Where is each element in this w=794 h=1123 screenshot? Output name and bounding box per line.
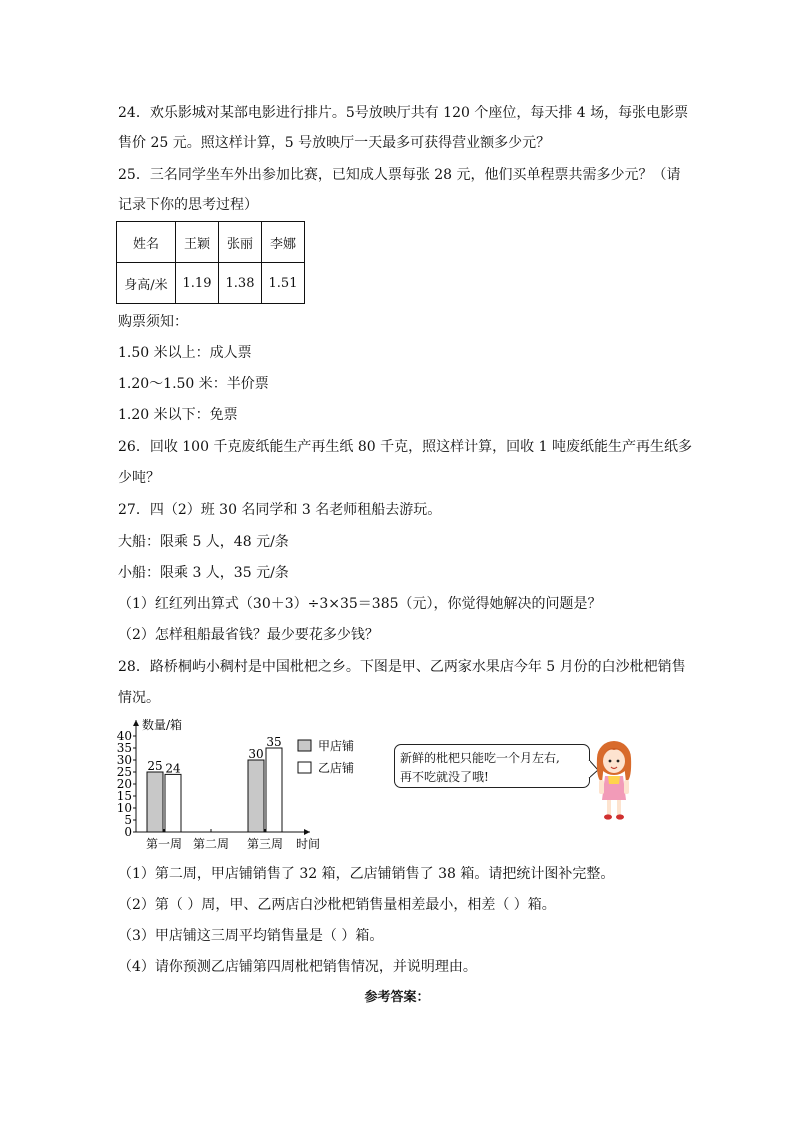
table-cell: 王颖 — [176, 222, 219, 263]
q28-line1: 28．路桥桐屿小稠村是中国枇杷之乡。下图是甲、乙两家水果店今年 5 月份的白沙枇杷销售 — [118, 659, 686, 675]
table-cell: 1.38 — [219, 263, 262, 304]
q24-line1: 24．欢乐影城对某部电影进行排片。5号放映厅共有 120 个座位，每天排 4 场，每张电影票 — [118, 105, 689, 121]
y-tick-label: 20 — [116, 777, 132, 791]
bar-value-label: 30 — [248, 747, 264, 761]
table-cell: 张丽 — [219, 222, 262, 263]
q26-line2: 少吨？ — [118, 470, 160, 486]
table-cell: 1.19 — [176, 263, 219, 304]
bar-value-label: 35 — [266, 735, 282, 749]
y-tick-label: 10 — [116, 801, 132, 815]
q28-sub1: （1）第二周，甲店铺销售了 32 箱，乙店铺销售了 38 箱。请把统计图补完整。 — [118, 866, 615, 882]
speech-line: 新鲜的枇杷只能吃一个月左右, — [400, 751, 560, 765]
q27-line1: 27．四（2）班 30 名同学和 3 名老师租船去游玩。 — [118, 502, 442, 518]
q28-sub3: （3）甲店铺这三周平均销售量是（ ）箱。 — [118, 928, 384, 944]
y-tick-label: 25 — [116, 765, 132, 779]
bar — [147, 772, 163, 832]
y-axis-arrow — [133, 720, 139, 726]
bar — [165, 774, 181, 832]
bar — [248, 760, 264, 832]
ticket-notice-title: 购票须知： — [118, 314, 188, 330]
table-cell: 1.51 — [262, 263, 305, 304]
q25-line2: 记录下你的思考过程） — [118, 197, 258, 213]
x-tick-label: 第二周 — [192, 837, 230, 851]
big-boat-info: 大船：限乘 5 人，48 元/条 — [118, 534, 289, 550]
ticket-rule: 1.50 米以上：成人票 — [118, 345, 252, 361]
y-tick-label: 35 — [116, 741, 132, 755]
y-tick-label: 5 — [124, 813, 132, 827]
table-cell: 姓名 — [117, 222, 176, 263]
x-tick-label: 第一周 — [145, 837, 183, 851]
table-cell: 李娜 — [262, 222, 305, 263]
table-cell: 身高/米 — [117, 263, 176, 304]
y-tick-label: 40 — [116, 729, 132, 743]
legend-label: 乙店铺 — [318, 761, 355, 775]
y-axis-label: 数量/箱 — [142, 718, 183, 732]
ticket-rule: 1.20～1.50 米：半价票 — [118, 376, 269, 392]
bar-value-label: 25 — [147, 759, 163, 773]
x-tick-label: 第三周 — [246, 837, 284, 851]
q25-line1: 25．三名同学坐车外出参加比赛，已知成人票每张 28 元，他们买单程票共需多少元？（请 — [118, 167, 681, 183]
ticket-rule: 1.20 米以下：免票 — [118, 407, 238, 423]
answer-heading: 参考答案： — [364, 990, 430, 1005]
legend-swatch — [298, 762, 311, 773]
speech-line: 再不吃就没了哦! — [400, 770, 489, 784]
q28-sub4: （4）请你预测乙店铺第四周枇杷销售情况，并说明理由。 — [118, 959, 477, 975]
small-boat-info: 小船：限乘 3 人，35 元/条 — [118, 565, 289, 581]
q27-sub2: （2）怎样租船最省钱？最少要花多少钱？ — [118, 627, 379, 643]
table-row — [117, 263, 305, 304]
q27-sub1: （1）红红列出算式（30＋3）÷3×35＝385（元），你觉得她解决的问题是？ — [118, 596, 602, 612]
q28-sub2: （2）第（ ）周，甲、乙两店白沙枇杷销售量相差最小，相差（ ）箱。 — [118, 897, 556, 913]
q28-line2: 情况。 — [118, 690, 160, 706]
q26-line1: 26．回收 100 千克废纸能生产再生纸 80 千克，照这样计算，回收 1 吨废纸能生产再生纸多 — [118, 439, 692, 455]
legend-swatch — [298, 740, 311, 751]
y-tick-label: 0 — [124, 825, 132, 839]
girl-illustration — [592, 736, 636, 824]
height-table — [116, 221, 305, 304]
sales-bar-chart — [112, 712, 382, 854]
speech-bubble — [394, 744, 590, 788]
x-axis-label: 时间 — [296, 837, 321, 851]
bar — [266, 748, 282, 832]
y-tick-label: 15 — [116, 789, 132, 803]
x-axis-arrow — [304, 829, 310, 835]
y-tick-label: 30 — [116, 753, 132, 767]
legend-label: 甲店铺 — [318, 739, 355, 753]
q24-line2: 售价 25 元。照这样计算，5 号放映厅一天最多可获得营业额多少元？ — [118, 135, 551, 151]
table-row — [117, 222, 305, 263]
bar-value-label: 24 — [165, 761, 181, 776]
